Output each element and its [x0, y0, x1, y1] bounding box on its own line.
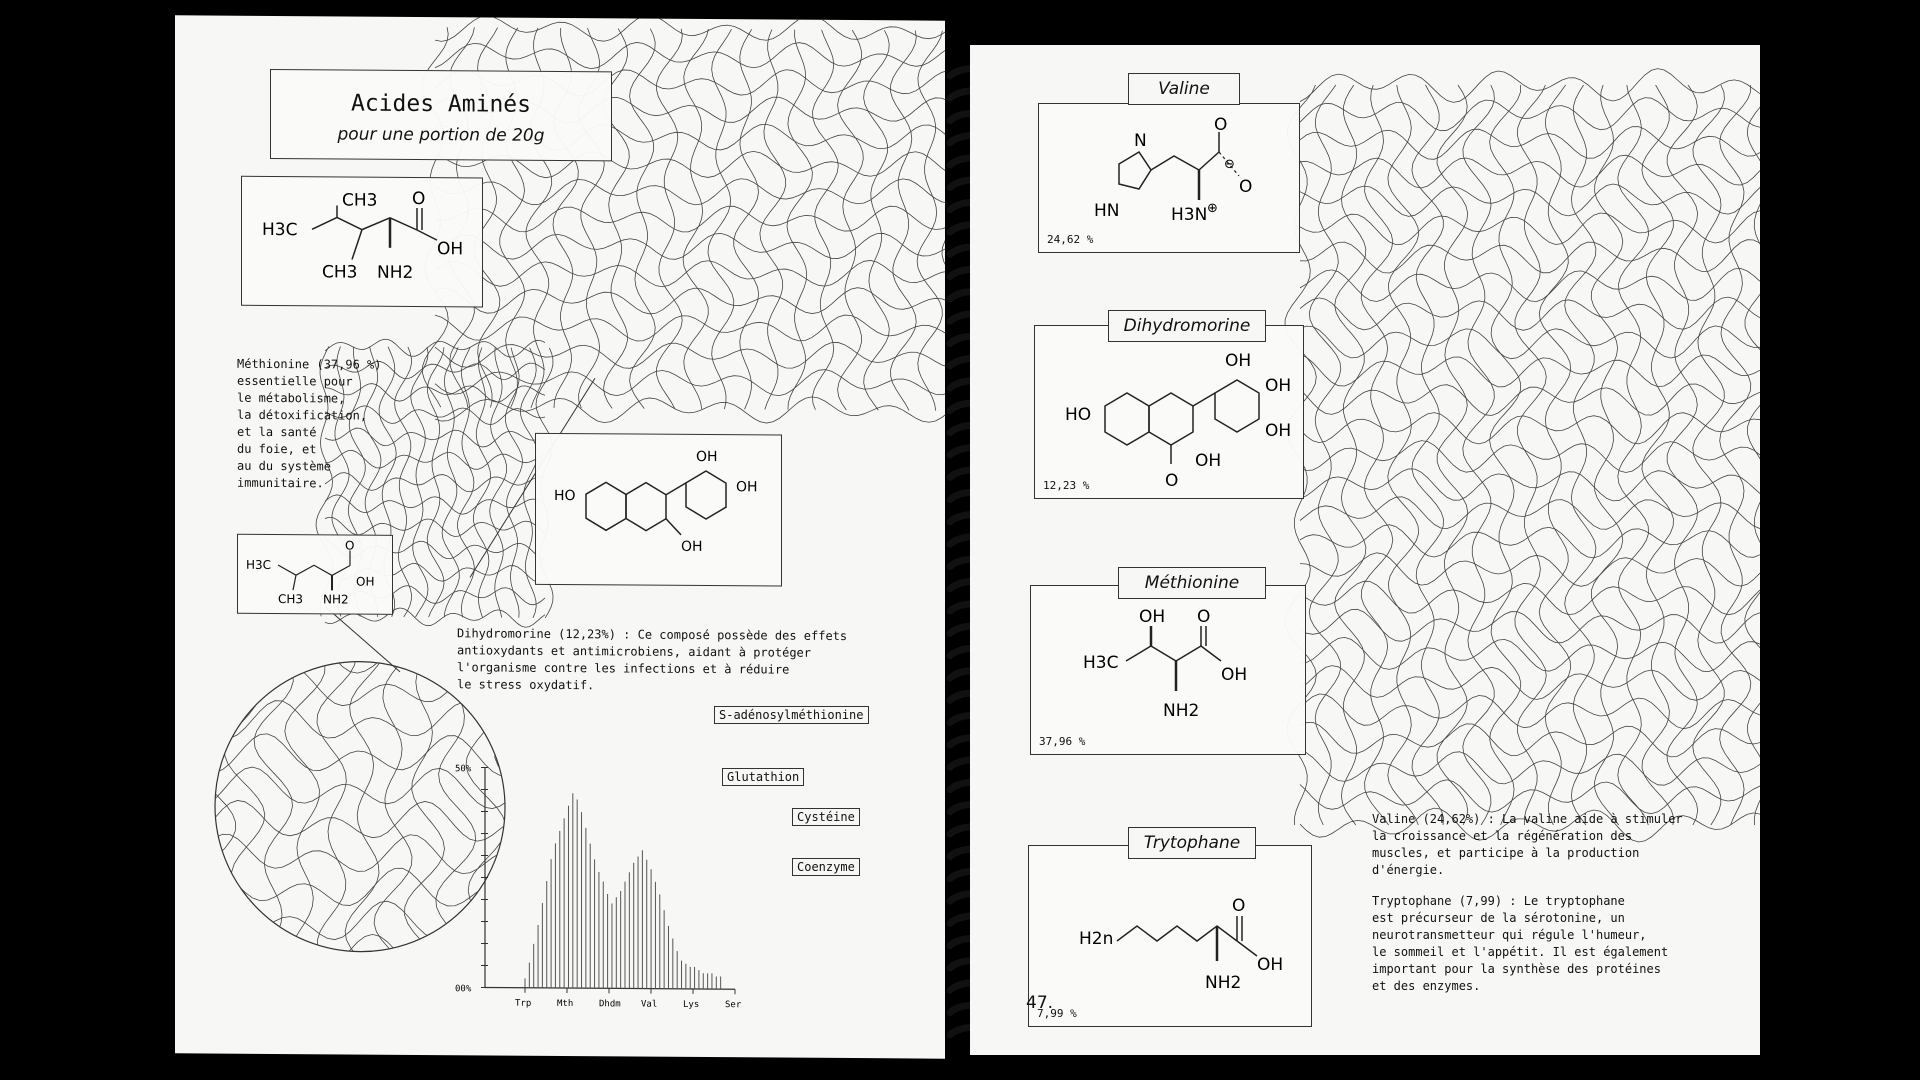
- label-ho: HO: [554, 487, 576, 505]
- label-oh-m2: OH: [1221, 665, 1248, 685]
- x-tick-label: Val: [641, 999, 658, 1010]
- tag-valine: Valine: [1128, 73, 1240, 105]
- label-ch3: CH3: [342, 190, 378, 211]
- molecule-tryptophane-box: [1028, 845, 1312, 1027]
- x-tick-label: Mth: [557, 998, 574, 1010]
- molecule-valine-box: [1038, 103, 1300, 253]
- methionine-pct: 37,96 %: [1039, 735, 1086, 748]
- label-oh: OH: [437, 239, 464, 260]
- meth-note-line: Méthionine (37,96 %): [237, 356, 382, 372]
- trypto-note-line: Tryptophane (7,99) : Le tryptophane: [1372, 894, 1625, 908]
- valine-note: [1372, 811, 1683, 879]
- label-o-small: O: [345, 538, 355, 553]
- dihydro-note-line: antioxydants et antimicrobiens, aidant à protéger: [457, 643, 812, 660]
- meth-note-line: le métabolisme,: [237, 390, 346, 406]
- y-min-label: 00%: [455, 984, 472, 995]
- left-page: [175, 15, 945, 1058]
- chart-label-glutathion: Glutathion: [722, 768, 804, 786]
- meth-note-line: essentielle pour: [237, 373, 353, 389]
- label-oh-2: OH: [736, 479, 758, 496]
- tag-methionine: Méthionine: [1118, 567, 1266, 599]
- tryptophane-note: [1372, 893, 1668, 995]
- label-o-d: O: [1165, 471, 1179, 491]
- label-h3c-small: H3C: [246, 557, 272, 572]
- label-plus: ⊕: [1207, 201, 1218, 216]
- tag-tryptophane: Trytophane: [1128, 827, 1256, 859]
- molecule-methionine-box: [1030, 585, 1306, 755]
- meth-note-line: immunitaire.: [237, 475, 324, 491]
- trypto-note-line: le sommeil et l'appétit. Il est également: [1372, 945, 1669, 959]
- label-oh-d3: OH: [1265, 421, 1292, 441]
- label-o-m: O: [1197, 607, 1211, 627]
- label-ch3-2: CH3: [322, 262, 358, 283]
- y-max-label: 50%: [455, 764, 472, 775]
- page-number: 47.: [1026, 993, 1054, 1013]
- dihydro-note-line: l'organisme contre les infections et à réduire: [457, 660, 790, 677]
- dihydro-note-line: Dihydromorine (12,23%) : Ce composé possède des effets: [457, 626, 848, 644]
- label-nh2-m: NH2: [1163, 701, 1200, 721]
- dihydromorine-pct: 12,23 %: [1043, 479, 1090, 492]
- tryptophane-pct: 7,99 %: [1037, 1007, 1077, 1020]
- molecule-leucine-box: [241, 176, 483, 308]
- label-oh-3: OH: [681, 538, 703, 555]
- label-ch3-small: CH3: [278, 592, 304, 607]
- label-oh-t: OH: [1257, 955, 1284, 975]
- valine-note-line: d'énergie.: [1372, 863, 1445, 877]
- label-o-t: O: [1232, 896, 1246, 916]
- label-hn: HN: [1094, 201, 1120, 221]
- label-o: O: [412, 188, 426, 210]
- label-h2n: H2n: [1079, 929, 1114, 949]
- label-h3n: H3N: [1171, 205, 1208, 225]
- label-o-v1: O: [1214, 115, 1228, 135]
- trypto-note-line: et des enzymes.: [1372, 979, 1481, 993]
- chart-label-coenzyme: Coenzyme: [792, 858, 860, 876]
- x-tick-label: Dhdm: [599, 999, 621, 1010]
- valine-note-line: la croissance et la régénération des: [1372, 829, 1633, 843]
- dihydro-note-line: le stress oxydatif.: [457, 677, 595, 693]
- dihydromorine-note: [457, 625, 847, 696]
- chart-label-cysteine: Cystéine: [792, 808, 860, 826]
- meth-note-line: et la santé: [237, 424, 317, 440]
- label-o-v2: O: [1239, 177, 1253, 197]
- x-tick-label: Trp: [515, 998, 532, 1009]
- leucine-small-structure: [238, 535, 392, 614]
- molecule-catechin-box: [535, 433, 782, 587]
- valine-pct: 24,62 %: [1047, 233, 1094, 246]
- label-n: N: [1134, 131, 1147, 151]
- x-axis: [485, 987, 735, 989]
- valine-structure: [1039, 104, 1299, 252]
- valine-note-line: Valine (24,62%) : La valine aide à stimuler: [1372, 812, 1683, 826]
- leucine-structure: [242, 177, 482, 307]
- valine-note-line: muscles, et participe à la production: [1372, 846, 1640, 860]
- label-nh2: NH2: [377, 262, 414, 283]
- methionine-structure: [1031, 586, 1305, 754]
- title-box: [270, 69, 612, 161]
- page-title: Acides Aminés: [350, 90, 531, 118]
- tryptophane-structure: [1029, 846, 1311, 1026]
- label-oh-d1: OH: [1225, 351, 1252, 371]
- meth-note-line: au du système: [237, 458, 331, 474]
- label-oh-m1: OH: [1139, 607, 1166, 627]
- page-subtitle: pour une portion de 20g: [337, 124, 545, 146]
- right-page: [970, 45, 1760, 1055]
- label-oh-1: OH: [696, 448, 718, 466]
- dihydromorine-structure: [1035, 326, 1303, 498]
- label-oh-d4: OH: [1195, 451, 1222, 471]
- methionine-note: [237, 356, 382, 493]
- label-minus: ⊖: [1224, 157, 1235, 172]
- tag-dihydromorine: Dihydromorine: [1108, 310, 1266, 342]
- trypto-note-line: neurotransmetteur qui régule l'humeur,: [1372, 928, 1647, 942]
- molecule-dihydromorine-box: [1034, 325, 1304, 499]
- chart-label-sam: S-adénosylméthionine: [714, 706, 869, 724]
- meth-note-line: la détoxification,: [237, 407, 368, 423]
- x-tick-label: Lys: [683, 999, 700, 1010]
- trypto-note-line: est précurseur de la sérotonine, un: [1372, 911, 1625, 925]
- x-tick-label: Ser: [725, 1000, 742, 1011]
- trypto-note-line: important pour la synthèse des protéines: [1372, 962, 1661, 976]
- label-oh-small: OH: [356, 574, 375, 589]
- label-ho-d: HO: [1065, 405, 1092, 425]
- label-oh-d2: OH: [1265, 376, 1292, 396]
- catechin-structure: [536, 434, 781, 586]
- label-h3c-m: H3C: [1083, 653, 1119, 673]
- molecule-leucine-small-box: [237, 534, 393, 615]
- label-nh2-small: NH2: [323, 592, 349, 607]
- label-nh2-t: NH2: [1205, 973, 1242, 993]
- meth-note-line: du foie, et: [237, 441, 317, 457]
- label-h3c: H3C: [262, 219, 298, 241]
- amino-acid-chart: [425, 697, 795, 1030]
